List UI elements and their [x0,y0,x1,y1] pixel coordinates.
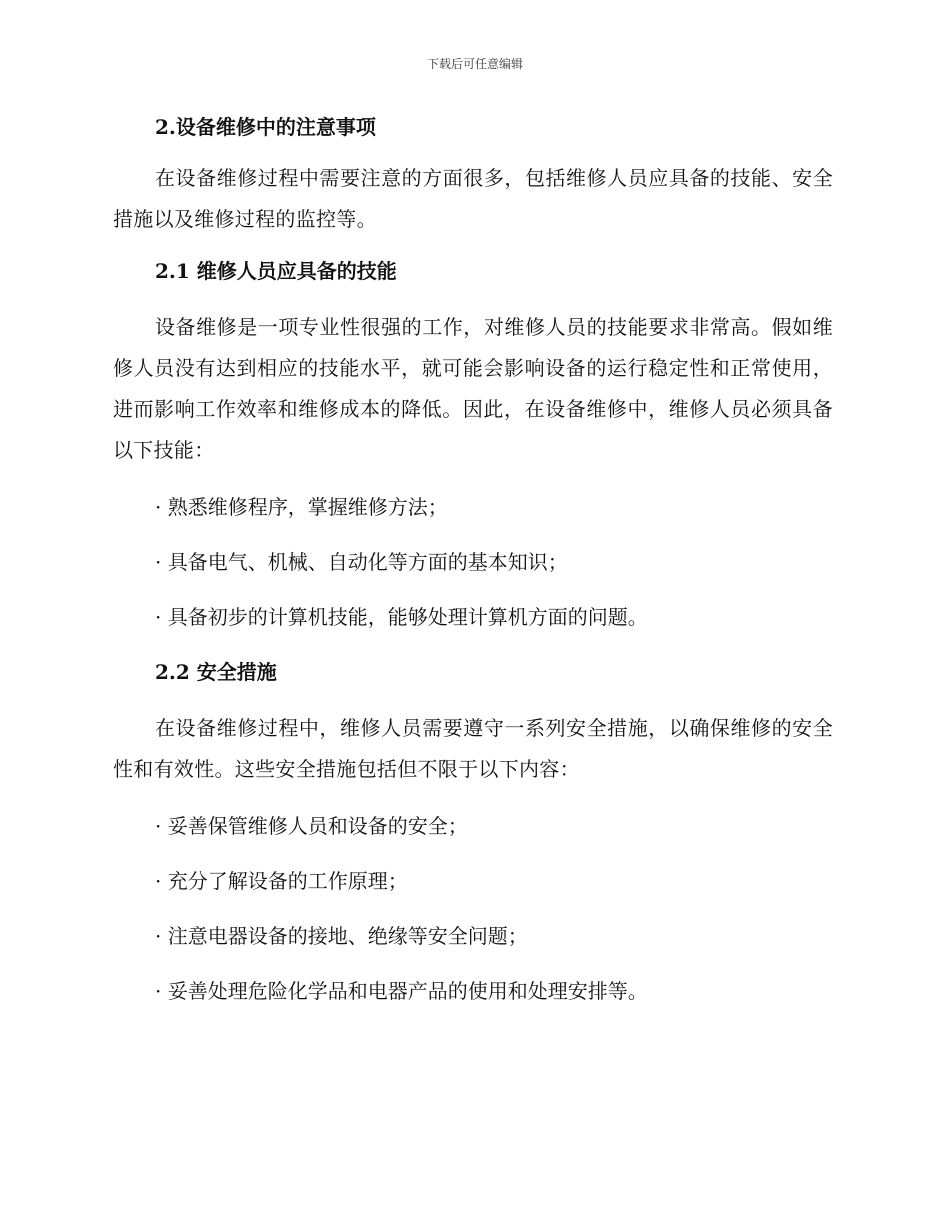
section-2-1-paragraph: 设备维修是一项专业性很强的工作，对维修人员的技能要求非常高。假如维修人员没有达到相应的技能水平，就可能会影响设备的运行稳定性和正常使用，进而影响工作效率和维修成本的降低。因此，在设备维修中，维修人员必须具备以下技能： [113,315,833,462]
list-item: · 熟悉维修程序，掌握维修方法； [155,495,448,519]
section-2-heading: 2.设备维修中的注意事项 [155,115,376,139]
list-item: · 妥善保管维修人员和设备的安全； [155,814,468,838]
section-2-2-heading: 2.2 安全措施 [155,660,277,684]
list-item: · 注意电器设备的接地、绝缘等安全问题； [155,924,528,948]
page-header: 下载后可任意编辑 [426,57,523,71]
list-item: · 具备初步的计算机技能，能够处理计算机方面的问题。 [155,605,648,629]
section-2-2-paragraph: 在设备维修过程中，维修人员需要遵守一系列安全措施，以确保维修的安全性和有效性。这些安全措施包括但不限于以下内容： [113,716,833,781]
section-2-intro-paragraph: 在设备维修过程中需要注意的方面很多，包括维修人员应具备的技能、安全措施以及维修过程的监控等。 [113,166,833,231]
list-item: · 妥善处理危险化学品和电器产品的使用和处理安排等。 [155,979,648,1003]
document-body [113,108,833,1010]
section-2-1-heading: 2.1 维修人员应具备的技能 [155,259,397,283]
list-item: · 充分了解设备的工作原理； [155,869,408,893]
list-item: · 具备电气、机械、自动化等方面的基本知识； [155,550,568,574]
